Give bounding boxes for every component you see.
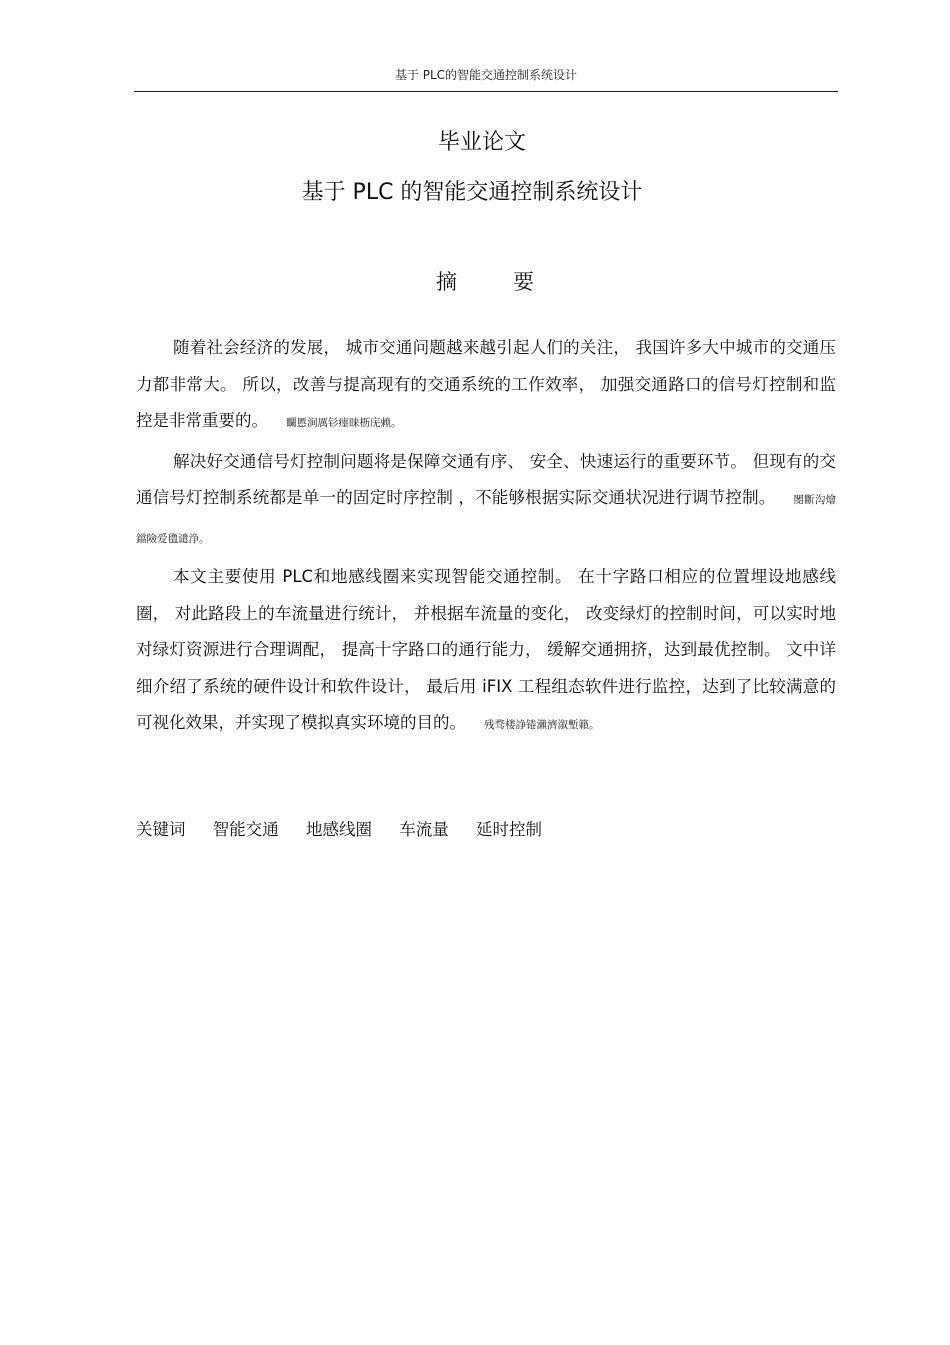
abstract-paragraph-1 bbox=[136, 330, 836, 442]
abstract-body bbox=[136, 330, 836, 746]
header-rule bbox=[134, 91, 838, 92]
keyword-item: 车流量 bbox=[399, 820, 449, 839]
document-title: 基于 PLC 的智能交通控制系统设计 bbox=[301, 180, 643, 205]
keyword-item: 智能交通 bbox=[212, 820, 279, 839]
abstract-paragraph-3 bbox=[136, 559, 836, 744]
abstract-paragraph-3-text: 本文主要使用 PLC和地感线圈来实现智能交通控制。 在十字路口相应的位置埋设地感线圈， 对此路段上的车流量进行统计， 并根据车流量的变化， 改变绿灯的控制时间，可以实时地对绿灯资源进行合理调配， 提高十字路口的通行能力， 缓解交通拥挤，达到最优控制。 文中详细介绍了系统的硬件设计和软件设计， 最后用 iFIX 工程组态软件进行监控，达到了比较满意的可视化效果，并实现了模拟真实环境的目的。 bbox=[136, 567, 836, 732]
abstract-paragraph-1-text: 随着社会经济的发展， 城市交通问题越来越引起人们的关注， 我国许多大中城市的交通压力都非常大。 所以，改善与提高现有的交通系统的工作效率， 加强交通路口的信号灯控制和监控是非常重要的。 bbox=[136, 338, 836, 430]
abstract-paragraph-3-trailing: 残骛楼諍锩瀨濟溆塹籟。 bbox=[484, 719, 600, 731]
keyword-item: 延时控制 bbox=[476, 820, 542, 839]
abstract-paragraph-2-trailing: 閿斷沟燴鐺險爱氇谴浄。 bbox=[136, 494, 837, 545]
abstract-paragraph-2-text: 解决好交通信号灯控制问题将是保障交通有序、 安全、快速运行的重要环节。 但现有的交通信号灯控制系统都是单一的固定时序控制 ，不能够根据实际交通状况进行调节控制。 bbox=[136, 451, 836, 507]
abstract-paragraph-1-trailing: 矙慝涧厲钐瘗睐枥庑赖。 bbox=[286, 417, 402, 429]
keywords-line bbox=[136, 816, 564, 840]
abstract-heading: 摘要 bbox=[436, 270, 590, 294]
abstract-paragraph-2 bbox=[136, 444, 836, 558]
keywords-label: 关键词 bbox=[136, 820, 186, 839]
keyword-item: 地感线圈 bbox=[306, 820, 372, 839]
document-type: 毕业论文 bbox=[437, 130, 526, 155]
running-header: 基于 PLC的智能交通控制系统设计 bbox=[394, 68, 578, 82]
